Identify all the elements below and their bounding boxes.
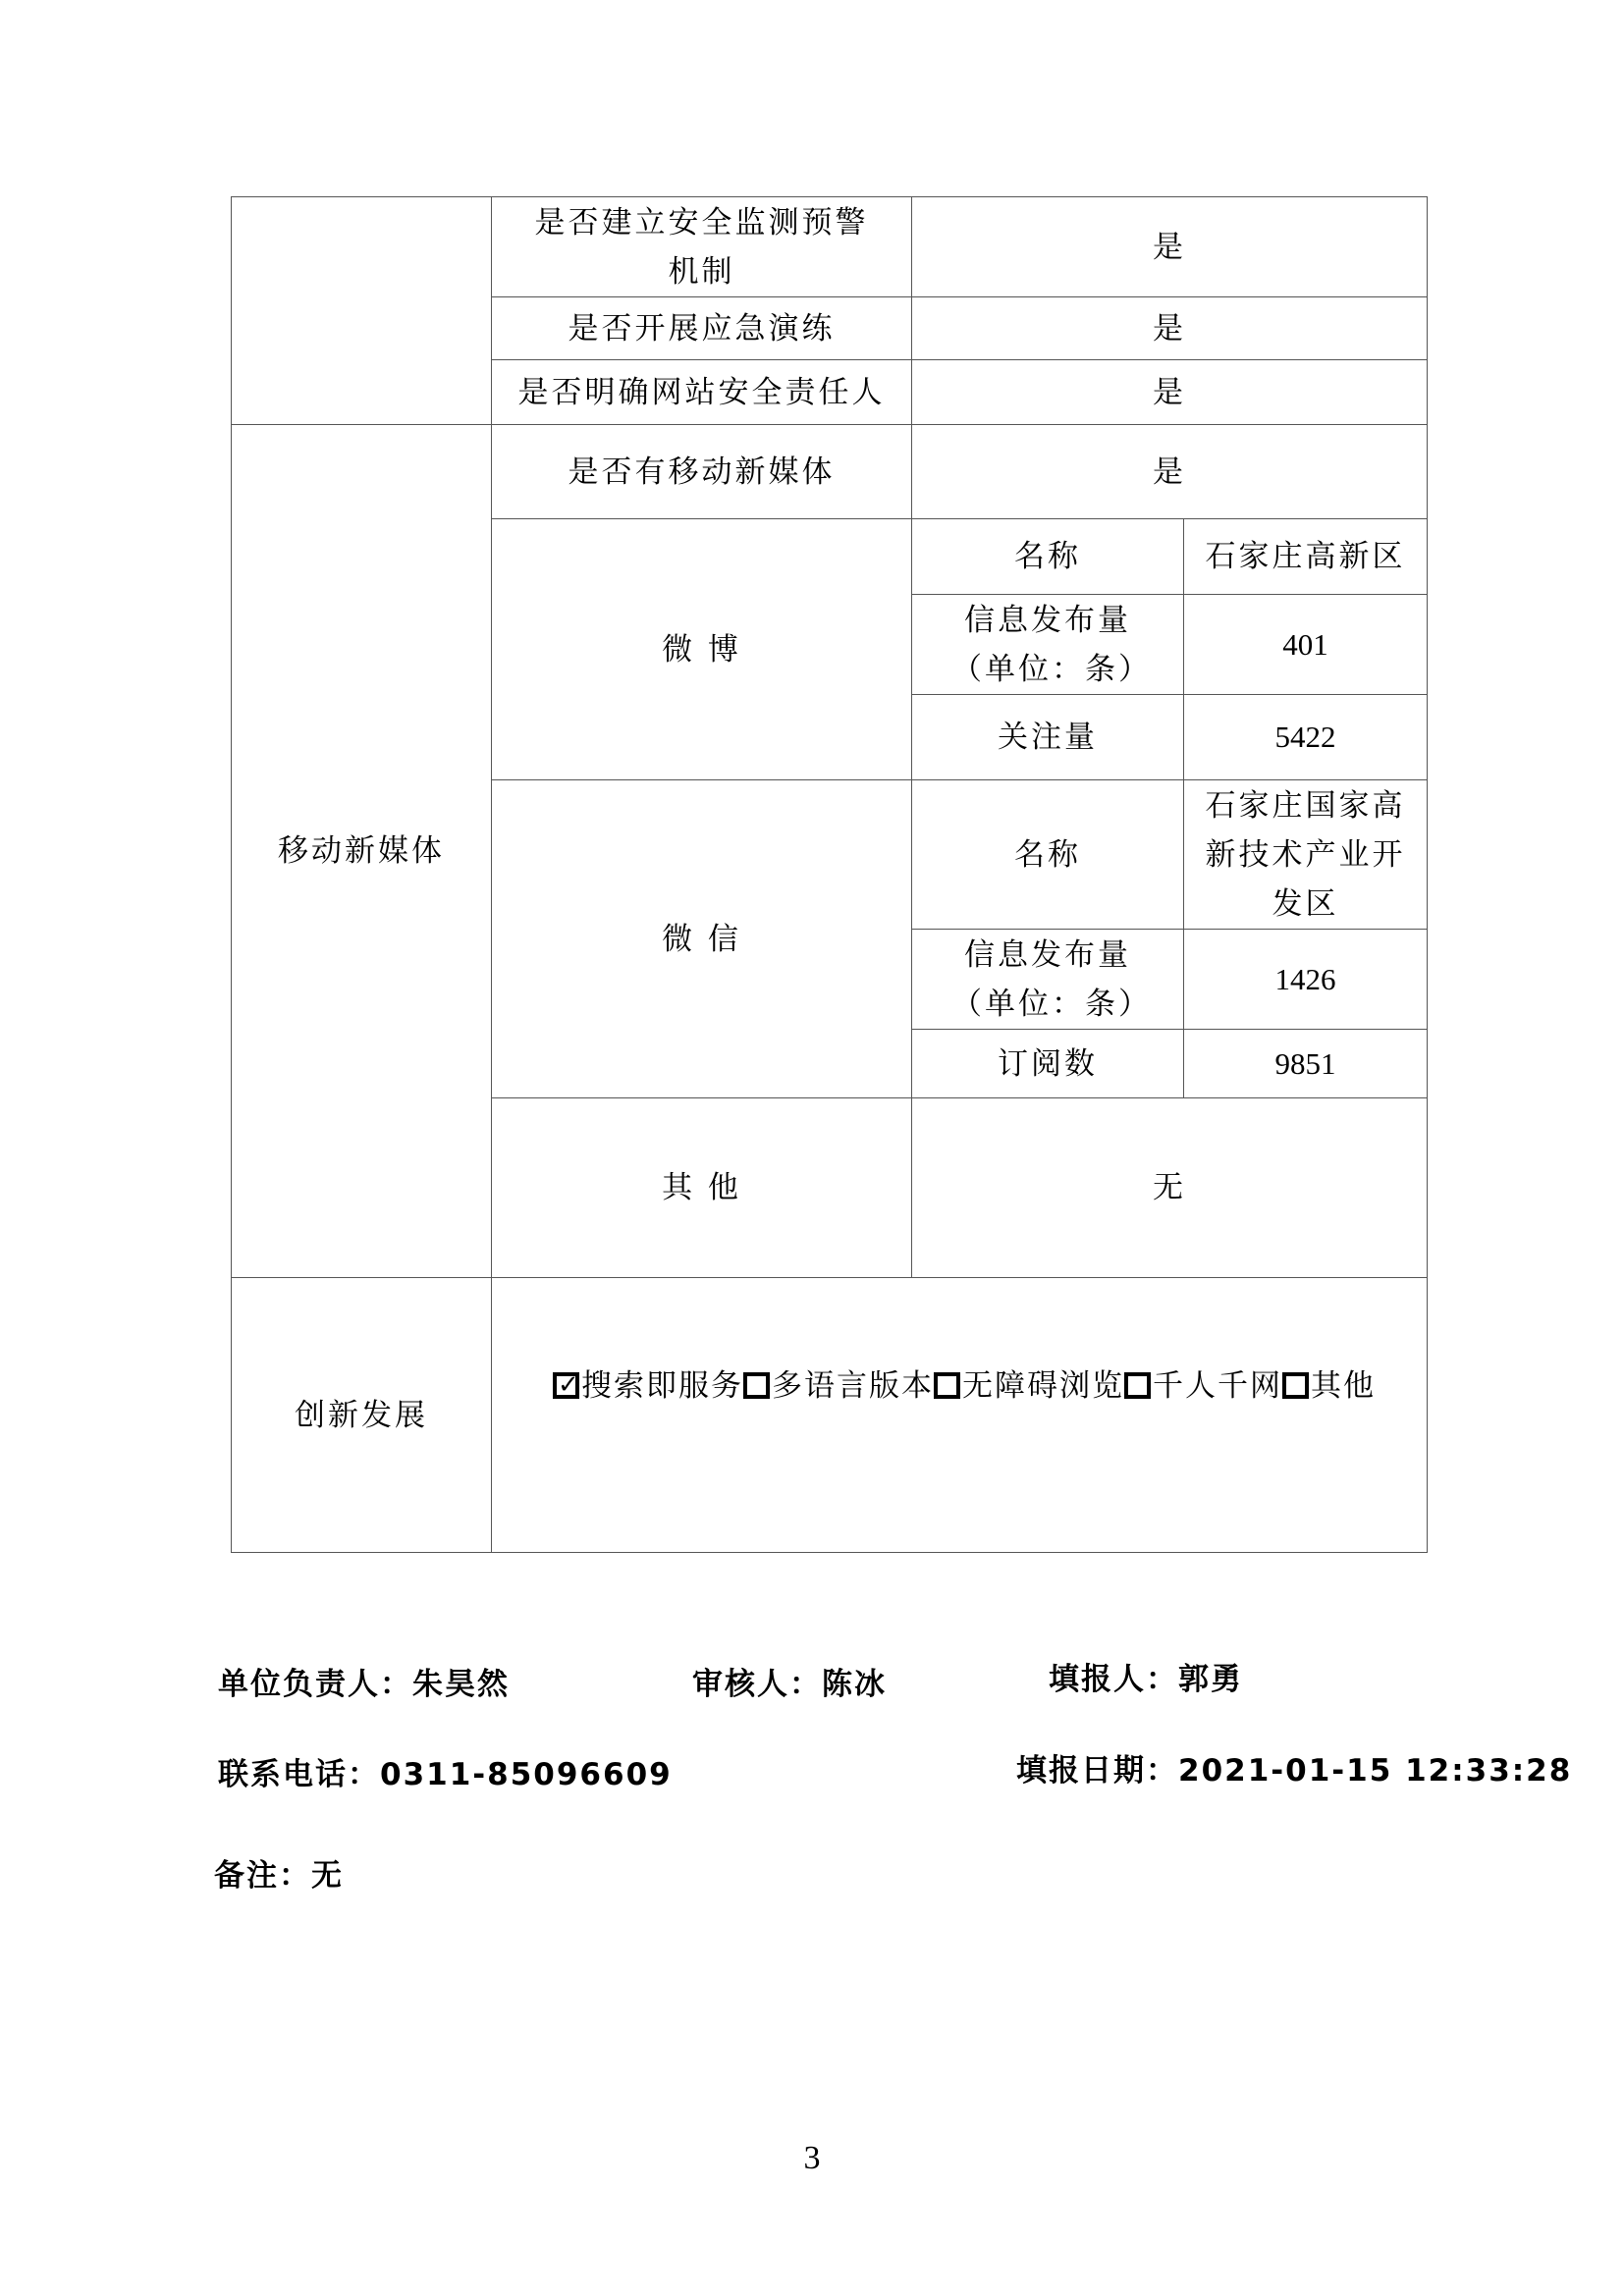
wechat-subs-value: 9851 (1184, 1030, 1428, 1098)
table-row (232, 197, 1428, 297)
weibo-name-label: 名称 (912, 519, 1184, 595)
other-media-label: 其 他 (492, 1098, 912, 1278)
weibo-posts-label: 信息发布量（单位：条） (912, 595, 1184, 695)
security-monitoring-label: 是否建立安全监测预警机制 (492, 197, 912, 297)
option-accessibility[interactable]: 无障碍浏览 (934, 1362, 1124, 1411)
mobile-media-section-label: 移动新媒体 (232, 425, 492, 1278)
wechat-posts-value: 1426 (1184, 930, 1428, 1030)
security-monitoring-value: 是 (912, 197, 1428, 297)
contact-phone: 联系电话：0311-85096609 (218, 1757, 673, 1792)
innovation-label: 创新发展 (232, 1278, 492, 1553)
wechat-name-value: 石家庄国家高新技术产业开发区 (1184, 780, 1428, 930)
weibo-label: 微 博 (492, 519, 912, 780)
innovation-options (492, 1278, 1428, 1553)
table-row (232, 425, 1428, 519)
report-table (231, 196, 1428, 1553)
weibo-follow-label: 关注量 (912, 695, 1184, 780)
wechat-label: 微 信 (492, 780, 912, 1098)
table-row (232, 1278, 1428, 1553)
wechat-subs-label: 订阅数 (912, 1030, 1184, 1098)
other-media-value: 无 (912, 1098, 1428, 1278)
has-mobile-media-label: 是否有移动新媒体 (492, 425, 912, 519)
reviewer: 审核人：陈冰 (692, 1667, 887, 1702)
weibo-follow-value: 5422 (1184, 695, 1428, 780)
emergency-drill-label: 是否开展应急演练 (492, 297, 912, 360)
filler: 填报人：郭勇 (1049, 1662, 1243, 1697)
checkbox-empty-icon[interactable] (1282, 1372, 1309, 1399)
wechat-posts-label: 信息发布量（单位：条） (912, 930, 1184, 1030)
has-mobile-media-value: 是 (912, 425, 1428, 519)
unit-head: 单位负责人：朱昊然 (218, 1667, 510, 1702)
checkbox-empty-icon[interactable] (1124, 1372, 1151, 1399)
page-number: 3 (803, 2140, 821, 2176)
wechat-name-label: 名称 (912, 780, 1184, 930)
security-owner-label: 是否明确网站安全责任人 (492, 360, 912, 425)
security-owner-value: 是 (912, 360, 1428, 425)
option-search-as-service[interactable]: ✓ 搜索即服务 (553, 1362, 743, 1411)
option-other[interactable]: 其他 (1282, 1362, 1376, 1411)
security-section-cell (232, 197, 492, 425)
option-multilingual[interactable]: 多语言版本 (743, 1362, 934, 1411)
checkbox-empty-icon[interactable] (934, 1372, 960, 1399)
checkbox-checked-icon[interactable]: ✓ (553, 1372, 579, 1399)
option-personalized[interactable]: 千人千网 (1124, 1362, 1282, 1411)
fill-date: 填报日期：2021-01-15 12:33:28 (1016, 1753, 1573, 1789)
checkbox-empty-icon[interactable] (743, 1372, 770, 1399)
weibo-name-value: 石家庄高新区 (1184, 519, 1428, 595)
remark: 备注：无 (214, 1858, 344, 1894)
weibo-posts-value: 401 (1184, 595, 1428, 695)
emergency-drill-value: 是 (912, 297, 1428, 360)
